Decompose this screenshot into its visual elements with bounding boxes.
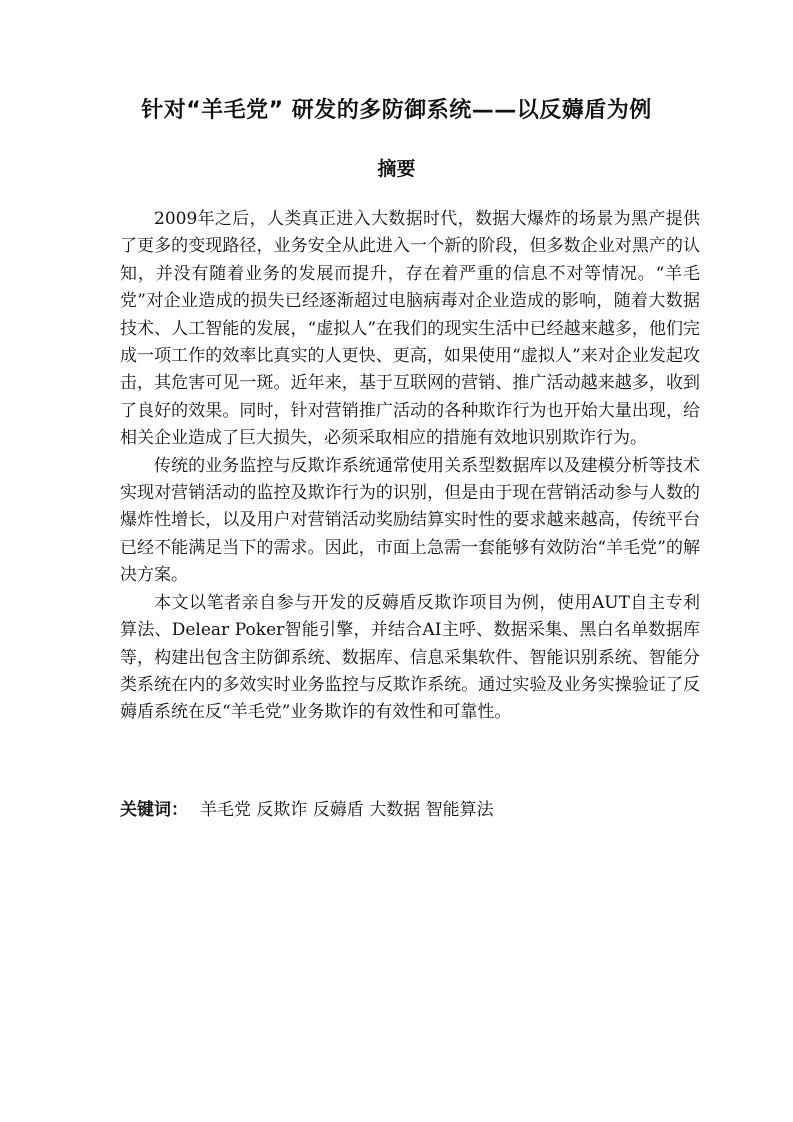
abstract-body (120, 206, 700, 727)
abstract-heading: 摘要 (377, 158, 416, 180)
keywords-list: 羊毛党 反欺诈 反薅盾 大数据 智能算法 (200, 800, 494, 820)
keywords-label: 关键词： (120, 800, 188, 820)
keywords-line (120, 796, 700, 824)
abstract-paragraph-3: 本文以笔者亲自参与开发的反薅盾反欺诈项目为例，使用AUT自主专利算法、Delear Poker智能引擎，并结合AI主呼、数据采集、黑白名单数据库等，构建出包含主防御系统、数据库、信息采集软件、智能识别系统、智能分类系统在内的多效实时业务监控与反欺诈系统。通过实验及业务实操验证了反薅盾系统在反“羊毛党”业务欺诈的有效性和可靠性。 (120, 592, 700, 723)
abstract-paragraph-1: 2009年之后，人类真正进入大数据时代，数据大爆炸的场景为黑产提供了更多的变现路径，业务安全从此进入一个新的阶段，但多数企业对黑产的认知，并没有随着业务的发展而提升，存在着严重的信息不对等情况。“羊毛党”对企业造成的损失已经逐渐超过电脑病毒对企业造成的影响，随着大数据技术、人工智能的发展，“虚拟人”在我们的现实生活中已经越来越多，他们完成一项工作的效率比真实的人更快、更高，如果使用“虚拟人”来对企业发起攻击，其危害可见一斑。近年来，基于互联网的营销、推广活动越来越多，收到了良好的效果。同时，针对营销推广活动的各种欺诈行为也开始大量出现，给相关企业造成了巨大损失，必须采取相应的措施有效地识别欺诈行为。 (120, 209, 700, 449)
document-title: 针对“羊毛党” 研发的多防御系统——以反薅盾为例 (141, 98, 652, 123)
abstract-paragraph-2: 传统的业务监控与反欺诈系统通常使用关系型数据库以及建模分析等技术实现对营销活动的监控及欺诈行为的识别，但是由于现在营销活动参与人数的爆炸性增长，以及用户对营销活动奖励结算实时性的要求越来越高，传统平台已经不能满足当下的需求。因此，市面上急需一套能够有效防治“羊毛党”的解决方案。 (120, 455, 700, 586)
